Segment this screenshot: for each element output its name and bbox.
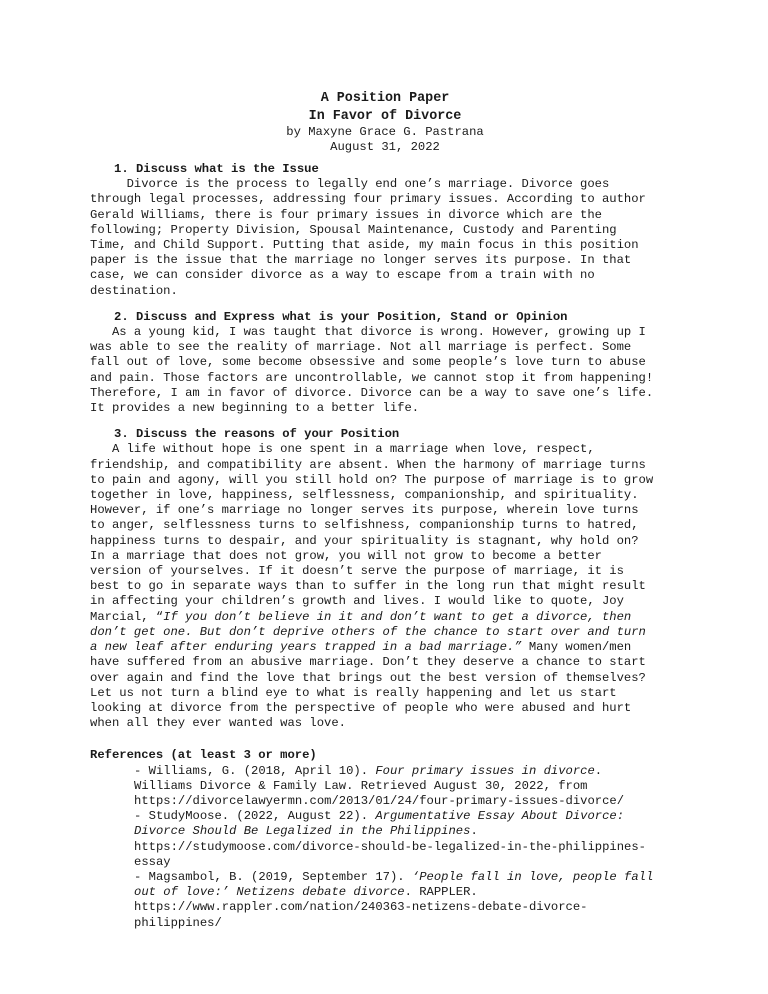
- reference-link[interactable]: https://divorcelawyermn.com/2013/01/24/four-primary-issues-divorce/: [134, 793, 625, 808]
- section-heading: 2. Discuss and Express what is your Position, Stand or Opinion: [114, 309, 568, 324]
- text-line: through legal processes, addressing four primary issues. According to author: [90, 192, 646, 207]
- title-line-1: A Position Paper: [320, 91, 450, 106]
- text-line: following; Property Division, Spousal Maintenance, Custody and Parenting: [90, 222, 617, 237]
- reference-prefix: - Magsambol, B. (2019, September 17).: [134, 869, 412, 884]
- reference-title: ‘People fall in love, people fall: [411, 869, 654, 884]
- section-reasons: [90, 427, 680, 731]
- reference-link[interactable]: philippines/: [134, 915, 222, 930]
- quote-lead: Marcial, “: [90, 609, 164, 624]
- text-line: in affecting your children’s growth and lives. I would like to quote, Joy: [90, 594, 624, 609]
- text-line: and pain. Those factors are uncontrollable, we cannot stop it from happening!: [90, 370, 654, 385]
- text-line: happiness turns to despair, and your spirituality is stagnant, why hold on?: [90, 533, 639, 548]
- text-line: paper is the issue that the marriage no longer serves its purpose. In that: [90, 253, 632, 268]
- quote-line: [90, 610, 680, 625]
- quote-text: don’t get one. But don’t deprive others of the chance to start over and turn: [90, 624, 646, 639]
- text-line: best to go in separate ways than to suffer in the long run that might result: [90, 579, 646, 594]
- reference-link[interactable]: https://www.rappler.com/nation/240363-netizens-debate-divorce-: [134, 900, 588, 915]
- author-line: by Maxyne Grace G. Pastrana: [286, 125, 484, 139]
- text-line: together in love, happiness, selflessness, companionship, and spirituality.: [90, 488, 639, 503]
- text-line: to pain and agony, will you still hold on? The purpose of marriage is to grow: [90, 472, 654, 487]
- reference-suffix: .: [594, 763, 603, 778]
- reference-title: Four primary issues in divorce: [375, 763, 595, 778]
- reference-prefix: - StudyMoose. (2022, August 22).: [134, 809, 376, 824]
- section-body: [90, 442, 680, 731]
- text-line: case, we can consider divorce as a way to escape from a train with no: [90, 268, 595, 283]
- section-heading: 1. Discuss what is the Issue: [114, 162, 319, 176]
- section-position: [90, 310, 680, 416]
- text-line: Let us not turn a blind eye to what is really happening and let us start: [90, 685, 617, 700]
- reference-entry: [134, 809, 680, 824]
- text-line: to anger, selflessness turns to selfishness, companionship turns to hatred,: [90, 518, 639, 533]
- reference-entry: [134, 870, 680, 885]
- references-heading: References (at least 3 or more): [90, 748, 317, 763]
- text-line: As a young kid, I was taught that divorce is wrong. However, growing up I: [90, 325, 646, 340]
- quote-line: [90, 640, 680, 655]
- reference-entry: [134, 824, 680, 839]
- quote-tail: Many women/men: [521, 640, 632, 655]
- section-heading: 3. Discuss the reasons of your Position: [114, 427, 400, 442]
- text-line: It provides a new beginning to a better life.: [90, 401, 420, 416]
- text-line: Time, and Child Support. Putting that aside, my main focus in this position: [90, 238, 639, 253]
- text-line: In a marriage that does not grow, you will not grow to become a better: [90, 548, 602, 563]
- reference-entry: [134, 764, 680, 779]
- reference-prefix: - Williams, G. (2018, April 10).: [134, 763, 376, 778]
- reference-link[interactable]: https://studymoose.com/divorce-should-be-legalized-in-the-philippines-: [134, 839, 646, 854]
- reference-entry: [134, 885, 680, 900]
- text-line: Therefore, I am in favor of divorce. Divorce can be a way to save one’s life.: [90, 385, 654, 400]
- text-line: fall out of love, some become obsessive and some people’s love turn to abuse: [90, 355, 646, 370]
- reference-title: Divorce Should Be Legalized in the Philippines: [134, 824, 471, 839]
- quote-line: [90, 625, 680, 640]
- reference-text: Williams Divorce & Family Law. Retrieved August 30, 2022, from: [134, 778, 588, 793]
- text-line: over again and find the love that brings out the best version of themselves?: [90, 670, 646, 685]
- text-line: A life without hope is one spent in a marriage when love, respect,: [90, 442, 595, 457]
- quote-text: a new leaf after enduring years trapped in a bad marriage.”: [90, 640, 522, 655]
- text-line: have suffered from an abusive marriage. Don’t they deserve a chance to start: [90, 655, 646, 670]
- title-line-2: In Favor of Divorce: [308, 108, 462, 124]
- section-issue: [90, 162, 680, 299]
- text-line: when all they ever wanted was love.: [90, 716, 346, 731]
- date-line: August 31, 2022: [330, 139, 440, 154]
- text-line: was able to see the reality of marriage. Not all marriage is perfect. Some: [90, 340, 632, 355]
- references-list: [90, 764, 680, 931]
- quote-text: If you don’t believe in it and don’t want to get a divorce, then: [163, 609, 632, 624]
- reference-suffix: . RAPPLER.: [404, 885, 478, 900]
- document-page: [90, 90, 680, 931]
- text-line: Gerald Williams, there is four primary issues in divorce which are the: [90, 207, 602, 222]
- text-line: version of yourselves. If it doesn’t serve the purpose of marriage, it is: [90, 564, 624, 579]
- reference-suffix: .: [470, 824, 478, 839]
- reference-title: out of love:’ Netizens debate divorce: [134, 885, 405, 900]
- text-line: friendship, and compatibility are absent. When the harmony of marriage turns: [90, 457, 646, 472]
- section-body: [90, 325, 680, 416]
- text-line: destination.: [90, 283, 178, 298]
- reference-title: Argumentative Essay About Divorce:: [375, 809, 625, 824]
- text-line: looking at divorce from the perspective of people who were abused and hurt: [90, 700, 632, 715]
- text-line: Divorce is the process to legally end one’s marriage. Divorce goes: [90, 177, 610, 192]
- text-line: However, if one’s marriage no longer serves its purpose, wherein love turns: [90, 503, 639, 518]
- reference-link[interactable]: essay: [134, 854, 171, 869]
- section-body: [90, 177, 680, 299]
